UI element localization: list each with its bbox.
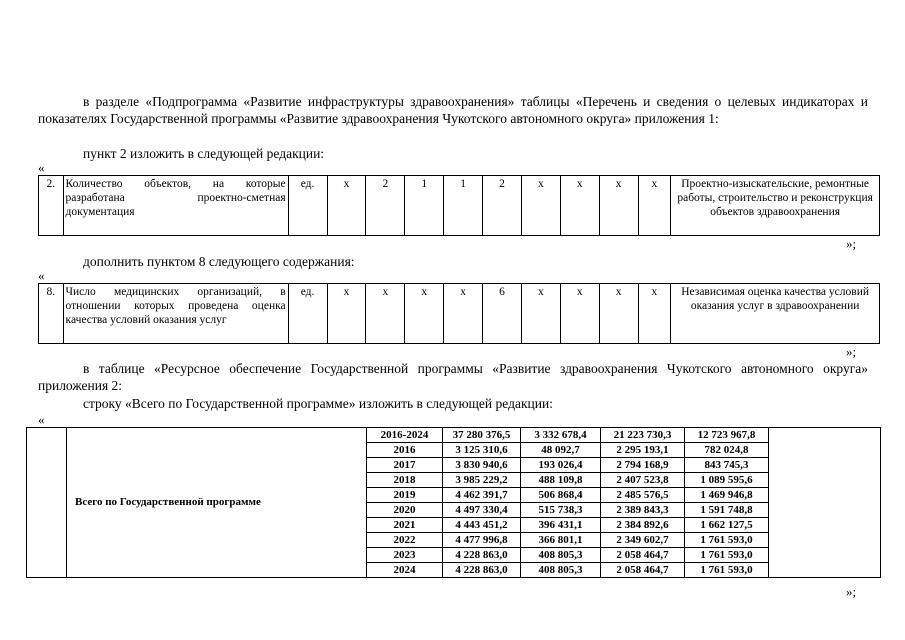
amount-cell: 1 089 595,6 bbox=[685, 473, 769, 488]
amount-cell: 3 985 229,2 bbox=[443, 473, 521, 488]
open-quote: « bbox=[38, 412, 45, 427]
amount-cell: 1 761 593,0 bbox=[685, 563, 769, 578]
amount-cell: 843 745,3 bbox=[685, 458, 769, 473]
value-cell: 1 bbox=[444, 176, 483, 236]
instruction-paragraph-point2: пункт 2 изложить в следующей редакции: bbox=[83, 146, 325, 161]
year-cell: 2022 bbox=[367, 533, 443, 548]
amount-cell: 1 761 593,0 bbox=[685, 548, 769, 563]
value-cell: х bbox=[521, 176, 560, 236]
year-cell: 2016-2024 bbox=[367, 428, 443, 443]
empty-cell bbox=[769, 428, 881, 578]
amount-cell: 782 024,8 bbox=[685, 443, 769, 458]
amount-cell: 48 092,7 bbox=[521, 443, 601, 458]
close-quote: »; bbox=[846, 344, 857, 359]
indicator-name: Количество объектов, на которые разработана проектно-сметная документация bbox=[63, 176, 288, 236]
value-cell: х bbox=[638, 176, 671, 236]
value-cell: х bbox=[560, 284, 599, 344]
indicator-table-row-2 bbox=[38, 175, 880, 236]
amount-cell: 396 431,1 bbox=[521, 518, 601, 533]
open-quote: « bbox=[38, 160, 45, 175]
amount-cell: 408 805,3 bbox=[521, 548, 601, 563]
unit-cell: ед. bbox=[288, 284, 327, 344]
row-number: 8. bbox=[39, 284, 64, 344]
year-cell: 2018 bbox=[367, 473, 443, 488]
value-cell: х bbox=[405, 284, 444, 344]
indicator-name: Число медицинских организаций, в отношении которых проведена оценка качества условий оказания услуг bbox=[63, 284, 288, 344]
amount-cell: 2 058 464,7 bbox=[601, 548, 685, 563]
year-cell: 2017 bbox=[367, 458, 443, 473]
year-cell: 2016 bbox=[367, 443, 443, 458]
value-cell: х bbox=[638, 284, 671, 344]
year-cell: 2021 bbox=[367, 518, 443, 533]
value-cell: 2 bbox=[366, 176, 405, 236]
amount-cell: 193 026,4 bbox=[521, 458, 601, 473]
value-cell: х bbox=[444, 284, 483, 344]
amount-cell: 1 591 748,8 bbox=[685, 503, 769, 518]
year-cell: 2020 bbox=[367, 503, 443, 518]
amount-cell: 2 384 892,6 bbox=[601, 518, 685, 533]
amount-cell: 21 223 730,3 bbox=[601, 428, 685, 443]
amount-cell: 488 109,8 bbox=[521, 473, 601, 488]
amount-cell: 366 801,1 bbox=[521, 533, 601, 548]
value-cell: х bbox=[560, 176, 599, 236]
value-cell: х bbox=[327, 284, 366, 344]
amount-cell: 408 805,3 bbox=[521, 563, 601, 578]
row-number: 2. bbox=[39, 176, 64, 236]
amount-cell: 1 469 946,8 bbox=[685, 488, 769, 503]
note-cell: Проектно-изыскательские, ремонтные работы, строительство и реконструкция объектов здравоохранения bbox=[671, 176, 880, 236]
intro-paragraph-section: в разделе «Подпрограмма «Развитие инфраструктуры здравоохранения» таблицы «Перечень и сведения о целевых индикаторах и показателях Государственной программы «Развитие здравоохранения Чукотского автономного округа» приложения 1: bbox=[38, 94, 868, 126]
amount-cell: 12 723 967,8 bbox=[685, 428, 769, 443]
value-cell: х bbox=[599, 176, 638, 236]
instruction-paragraph-total: строку «Всего по Государственной программе» изложить в следующей редакции: bbox=[83, 396, 553, 411]
amount-cell: 3 332 678,4 bbox=[521, 428, 601, 443]
value-cell: х bbox=[599, 284, 638, 344]
value-cell: 6 bbox=[483, 284, 522, 344]
value-cell: 2 bbox=[483, 176, 522, 236]
amount-cell: 2 407 523,8 bbox=[601, 473, 685, 488]
year-cell: 2023 bbox=[367, 548, 443, 563]
amount-cell: 3 125 310,6 bbox=[443, 443, 521, 458]
amount-cell: 2 295 193,1 bbox=[601, 443, 685, 458]
amount-cell: 3 830 940,6 bbox=[443, 458, 521, 473]
note-cell: Независимая оценка качества условий оказания услуг в здравоохранении bbox=[671, 284, 880, 344]
empty-cell bbox=[27, 428, 67, 578]
total-label: Всего по Государственной программе bbox=[67, 428, 367, 578]
amount-cell: 4 497 330,4 bbox=[443, 503, 521, 518]
amount-cell: 2 485 576,5 bbox=[601, 488, 685, 503]
instruction-paragraph-point8: дополнить пунктом 8 следующего содержания: bbox=[83, 254, 355, 269]
value-cell: х bbox=[327, 176, 366, 236]
amount-cell: 2 794 168,9 bbox=[601, 458, 685, 473]
amount-cell: 4 228 863,0 bbox=[443, 563, 521, 578]
total-table-row bbox=[27, 428, 881, 443]
value-cell: х bbox=[366, 284, 405, 344]
year-cell: 2024 bbox=[367, 563, 443, 578]
value-cell: х bbox=[521, 284, 560, 344]
amount-cell: 1 761 593,0 bbox=[685, 533, 769, 548]
total-program-table bbox=[26, 427, 881, 578]
open-quote: « bbox=[38, 268, 45, 283]
amount-cell: 4 228 863,0 bbox=[443, 548, 521, 563]
amount-cell: 2 389 843,3 bbox=[601, 503, 685, 518]
indicator-table-row-8 bbox=[38, 283, 880, 344]
unit-cell: ед. bbox=[288, 176, 327, 236]
amount-cell: 1 662 127,5 bbox=[685, 518, 769, 533]
amount-cell: 506 868,4 bbox=[521, 488, 601, 503]
amount-cell: 4 462 391,7 bbox=[443, 488, 521, 503]
amount-cell: 4 477 996,8 bbox=[443, 533, 521, 548]
close-quote: »; bbox=[846, 584, 857, 599]
value-cell: 1 bbox=[405, 176, 444, 236]
resource-table-paragraph: в таблице «Ресурсное обеспечение Государственной программы «Развитие здравоохранения Чукотского автономного округа» приложения 2: bbox=[38, 361, 868, 393]
amount-cell: 37 280 376,5 bbox=[443, 428, 521, 443]
amount-cell: 2 349 602,7 bbox=[601, 533, 685, 548]
year-cell: 2019 bbox=[367, 488, 443, 503]
amount-cell: 515 738,3 bbox=[521, 503, 601, 518]
close-quote: »; bbox=[846, 236, 857, 251]
amount-cell: 4 443 451,2 bbox=[443, 518, 521, 533]
amount-cell: 2 058 464,7 bbox=[601, 563, 685, 578]
